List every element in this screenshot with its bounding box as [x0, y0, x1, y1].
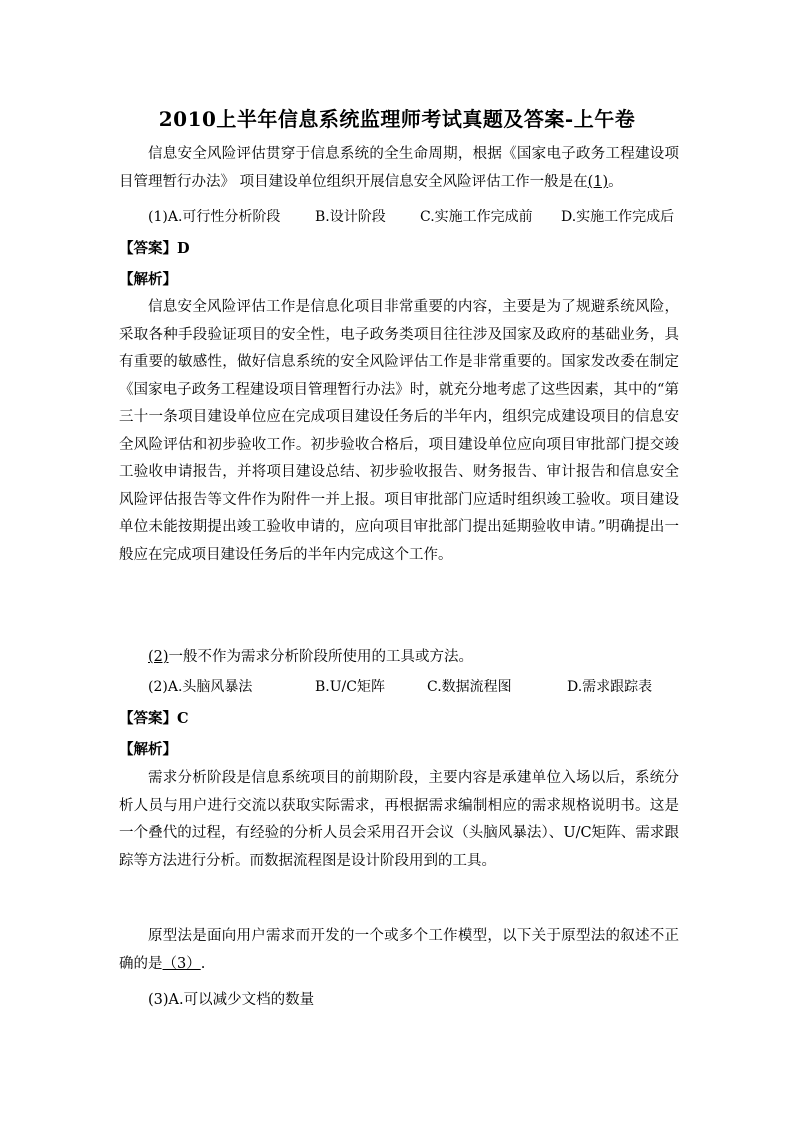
question-2-options [148, 676, 688, 698]
question-2-answer [119, 707, 189, 728]
question-3-text: 原型法是面向用户需求而开发的一个或多个工作模型，以下关于原型法的叙述不正确的是 [119, 928, 679, 972]
question-1-stem [119, 141, 679, 196]
question-2-option-a: (2)A.头脑风暴法 [148, 679, 253, 695]
question-2-analysis-label: 【解析】 [119, 741, 177, 758]
answer-label: 【答案】 [119, 240, 177, 257]
question-2-option-b: B.U/C矩阵 [315, 679, 385, 695]
page-title: 2010上半年信息系统监理师考试真题及答案-上午卷 [158, 107, 636, 131]
question-2-analysis: 需求分析阶段是信息系统项目的前期阶段，主要内容是承建单位入场以后，系统分析人员与用户进行交流以获取实际需求，再根据需求编制相应的需求规格说明书。这是一个叠代的过程，有经验的分析人员会采用召开会议（头脑风暴法）、U/C矩阵、需求跟踪等方法进行分析。而数据流程图是设计阶段用到的工具。 [119, 770, 679, 869]
question-1-text: 信息安全风险评估贯穿于信息系统的全生命周期，根据《国家电子政务工程建设项 目管理暂行办法》 项目建设单位组织开展信息安全风险评估工作一般是在 [119, 146, 679, 190]
question-3-end: . [200, 955, 206, 972]
question-2-option-c: C.数据流程图 [427, 679, 512, 695]
question-1-option-b: B.设计阶段 [315, 209, 386, 225]
question-3-stem [119, 923, 679, 978]
question-1-option-c: C.实施工作完成前 [420, 209, 533, 225]
question-1-option-d: D.实施工作完成后 [561, 209, 675, 225]
question-2-blank: (2) [148, 649, 169, 665]
question-2-stem [148, 645, 473, 666]
question-2-option-d: D.需求跟踪表 [567, 679, 653, 695]
answer-label: 【答案】 [119, 710, 177, 727]
question-1-option-a: (1)A.可行性分析阶段 [148, 209, 281, 225]
question-1-end: 。 [608, 173, 623, 190]
question-1-analysis-label: 【解析】 [119, 271, 177, 288]
question-1-answer [119, 237, 190, 258]
question-3-blank: （3） [162, 955, 201, 972]
question-3-option-a: (3)A.可以减少文档的数量 [148, 992, 315, 1008]
question-1-analysis: 信息安全风险评估工作是信息化项目非常重要的内容，主要是为了规避系统风险，采取各种手段验证项目的安全性，电子政务类项目往往涉及国家及政府的基础业务，具有重要的敏感性，做好信息系统的安全风险评估工作是非常重要的。国家发改委在制定《国家电子政务工程建设项目管理暂行办法》时，就充分地考虑了这些因素，其中的“第三十一条项目建设单位应在完成项目建设任务后的半年内，组织完成建设项目的信息安全风险评估和初步验收工作。初步验收合格后，项目建设单位应向项目审批部门提交竣工验收申请报告，并将项目建设总结、初步验收报告、财务报告、审计报告和信息安全风险评估报告等文件作为附件一并上报。项目审批部门应适时组织竣工验收。项目建设单位未能按期提出竣工验收申请的，应向项目审批部门提出延期验收申请。”明确提出一般应在完成项目建设任务后的半年内完成这个工作。 [119, 299, 679, 563]
question-1-blank: (1) [587, 173, 609, 190]
question-1-options [148, 206, 688, 228]
answer-value: C [177, 710, 189, 727]
question-2-text: 一般不作为需求分析阶段所使用的工具或方法。 [168, 649, 474, 665]
answer-value: D [177, 240, 190, 257]
